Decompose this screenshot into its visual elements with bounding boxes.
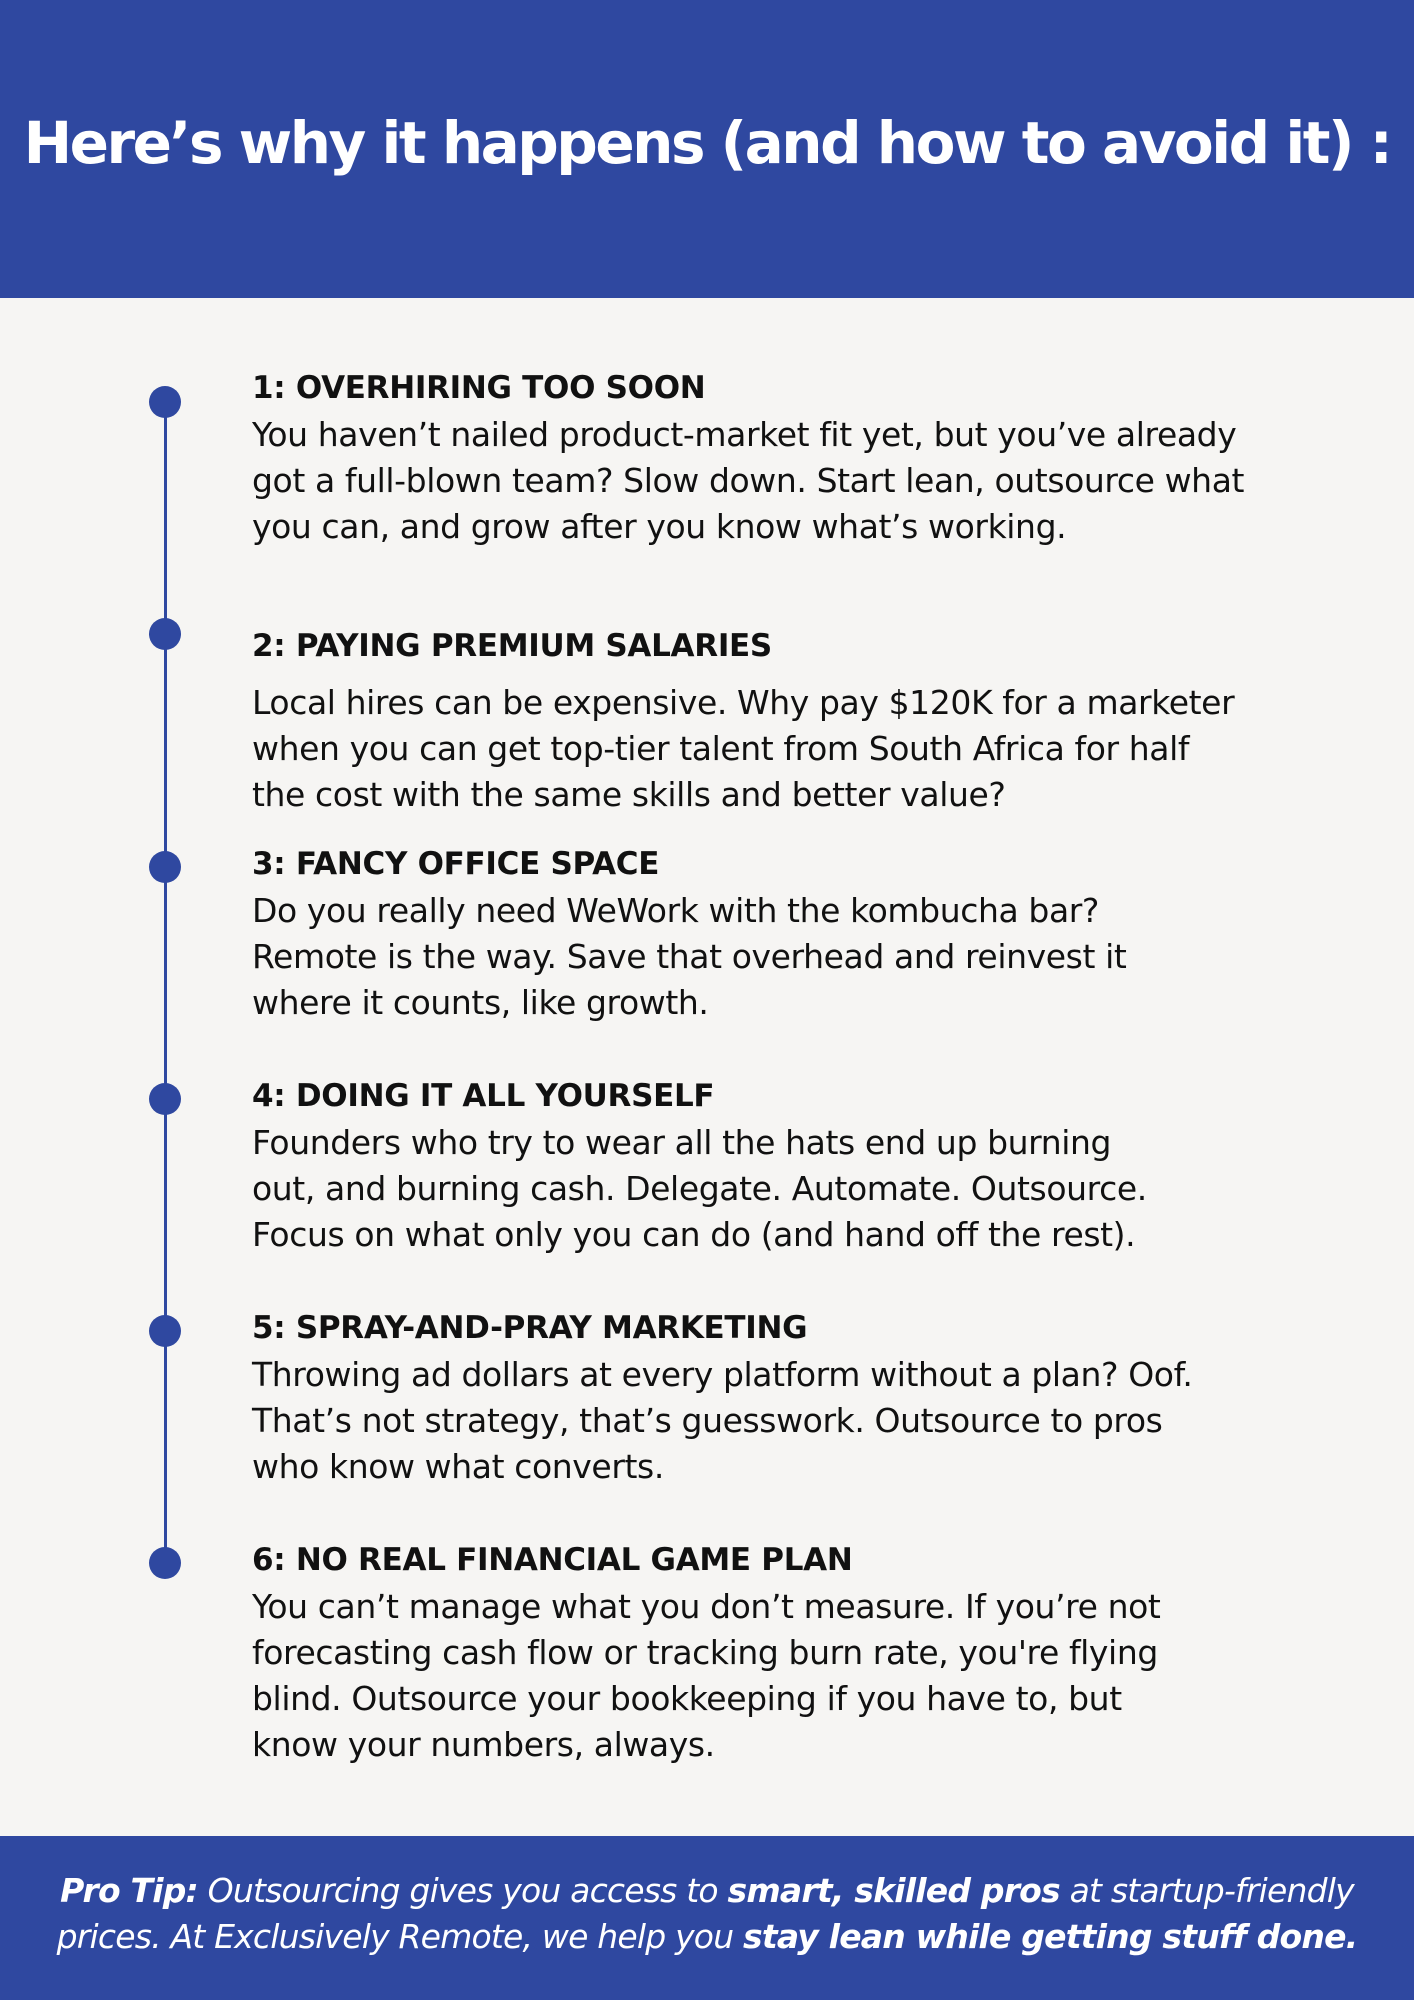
item-description: Throwing ad dollars at every platform without a plan? Oof. That’s not strategy, that’s guesswork. Outsource to pros who know what converts. [252, 1355, 1193, 1486]
item-description: Founders who try to wear all the hats end up burning out, and burning cash. Delegate. Automate. Outsource. Focus on what only you can do (and hand off the rest). [252, 1123, 1147, 1254]
footer-banner [0, 1836, 1414, 2000]
item-description: You haven’t nailed product-market fit yet, but you’ve already got a full-blown team? Slow down. Start lean, outsource what you can, and grow after you know what’s working. [252, 415, 1245, 546]
timeline-dot [149, 851, 181, 883]
list-item [252, 844, 1372, 1026]
timeline-dot [149, 618, 181, 650]
item-title: 2: PAYING PREMIUM SALARIES [252, 628, 772, 664]
timeline-dot [149, 1315, 181, 1347]
timeline-dot [149, 386, 181, 418]
header-banner [0, 0, 1414, 298]
page-title: Here’s why it happens (and how to avoid it) : [23, 109, 1391, 177]
item-description: Local hires can be expensive. Why pay $120K for a marketer when you can get top-tier talent from South Africa for half the cost with the same skills and better value? [252, 683, 1235, 814]
list-item [252, 1540, 1372, 1768]
list-item [252, 1076, 1372, 1258]
item-title: 3: FANCY OFFICE SPACE [252, 846, 660, 882]
timeline-dot [149, 1083, 181, 1115]
pro-tip-text: Pro Tip: Outsourcing gives you access to smart, skilled pros at startup-friendly prices. At Exclusively Remote, we help you stay lean while getting stuff done. [56, 1871, 1358, 1956]
item-title: 1: OVERHIRING TOO SOON [252, 370, 706, 406]
timeline-line [164, 402, 167, 1564]
list-item [252, 368, 1372, 550]
timeline-dot [149, 1547, 181, 1579]
list-item [252, 626, 1372, 818]
pro-tip-label: Pro Tip: [60, 1871, 198, 1910]
item-title: 6: NO REAL FINANCIAL GAME PLAN [252, 1542, 853, 1578]
item-title: 4: DOING IT ALL YOURSELF [252, 1078, 715, 1114]
item-description: Do you really need WeWork with the kombucha bar? Remote is the way. Save that overhead and reinvest it where it counts, like growth. [252, 891, 1127, 1022]
item-description: You can’t manage what you don’t measure. If you’re not forecasting cash flow or tracking burn rate, you're flying blind. Outsource your bookkeeping if you have to, but know your numbers, always. [252, 1587, 1161, 1764]
list-item [252, 1308, 1372, 1490]
item-title: 5: SPRAY-AND-PRAY MARKETING [252, 1310, 808, 1346]
